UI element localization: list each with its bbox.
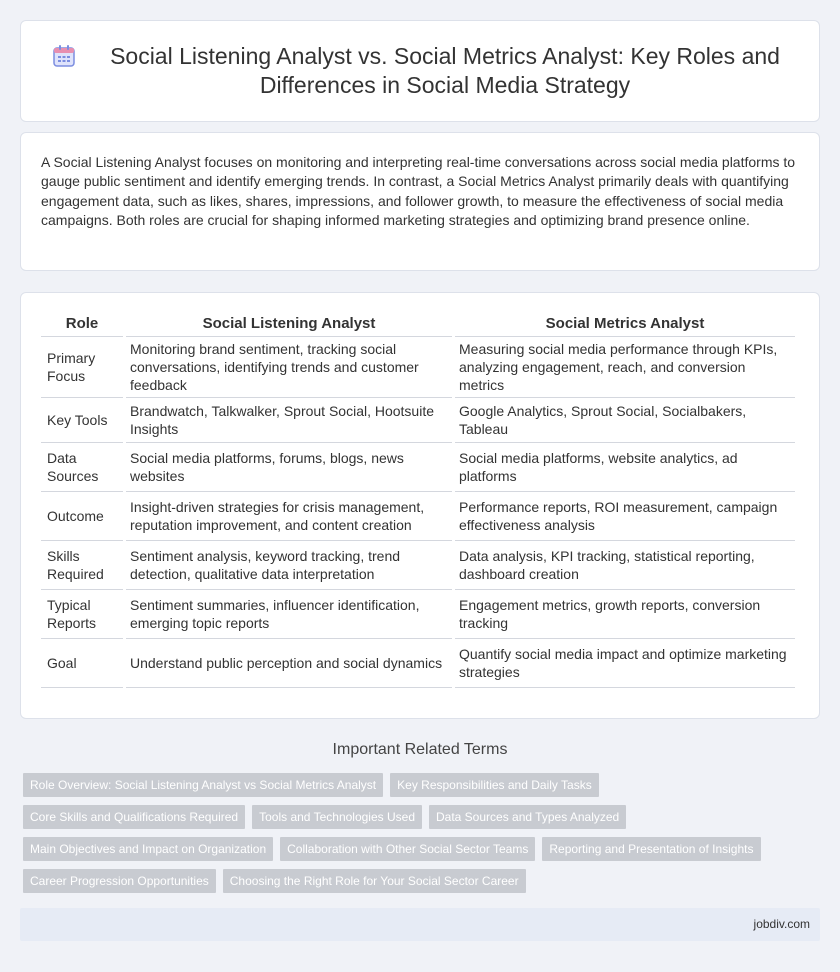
related-term-tag[interactable]: Choosing the Right Role for Your Social Sector Career [223,869,526,893]
table-row [41,443,795,492]
listening-cell: Brandwatch, Talkwalker, Sprout Social, Hootsuite Insights [126,398,452,443]
role-cell: Outcome [41,492,123,541]
footer [20,908,820,941]
listening-cell: Sentiment analysis, keyword tracking, trend detection, qualitative data interpretation [126,541,452,590]
related-terms-title: Important Related Terms [332,741,508,758]
role-cell: Skills Required [41,541,123,590]
metrics-cell: Measuring social media performance through KPIs, analyzing engagement, reach, and conversion metrics [455,337,795,398]
listening-cell: Social media platforms, forums, blogs, news websites [126,443,452,492]
metrics-cell: Engagement metrics, growth reports, conversion tracking [455,590,795,639]
listening-cell: Insight-driven strategies for crisis management, reputation improvement, and content creation [126,492,452,541]
metrics-cell: Social media platforms, website analytics, ad platforms [455,443,795,492]
table-row [41,590,795,639]
header-card [20,20,820,122]
related-terms-list [23,773,823,893]
intro-paragraph: A Social Listening Analyst focuses on monitoring and interpreting real-time conversations across social media platforms to gauge public sentiment and identify emerging trends. In contrast, a Social Metrics Analyst primarily deals with quantifying engagement data, such as likes, shares, impressions, and follower growth, to measure the effectiveness of social media campaigns. Both roles are crucial for shaping informed marketing strategies and optimizing brand presence online. [41,154,796,229]
related-term-tag[interactable]: Reporting and Presentation of Insights [542,837,760,861]
role-cell: Typical Reports [41,590,123,639]
calendar-icon [51,43,77,69]
role-cell: Primary Focus [41,337,123,398]
table-row [41,541,795,590]
related-term-tag[interactable]: Tools and Technologies Used [252,805,422,829]
comparison-table [38,311,798,688]
metrics-cell: Google Analytics, Sprout Social, Socialbakers, Tableau [455,398,795,443]
comparison-card [20,292,820,719]
table-row [41,492,795,541]
metrics-cell: Quantify social media impact and optimize marketing strategies [455,639,795,688]
table-header-row [41,311,795,337]
table-row [41,398,795,443]
related-term-tag[interactable]: Collaboration with Other Social Sector Teams [280,837,535,861]
listening-cell: Monitoring brand sentiment, tracking social conversations, identifying trends and customer feedback [126,337,452,398]
table-row [41,337,795,398]
metrics-cell: Data analysis, KPI tracking, statistical reporting, dashboard creation [455,541,795,590]
column-header-metrics: Social Metrics Analyst [455,311,795,337]
related-term-tag[interactable]: Career Progression Opportunities [23,869,216,893]
role-cell: Goal [41,639,123,688]
related-term-tag[interactable]: Key Responsibilities and Daily Tasks [390,773,599,797]
related-term-tag[interactable]: Main Objectives and Impact on Organization [23,837,273,861]
column-header-listening: Social Listening Analyst [126,311,452,337]
column-header-role: Role [41,311,123,337]
related-term-tag[interactable]: Core Skills and Qualifications Required [23,805,245,829]
table-row [41,639,795,688]
listening-cell: Understand public perception and social dynamics [126,639,452,688]
role-cell: Key Tools [41,398,123,443]
listening-cell: Sentiment summaries, influencer identification, emerging topic reports [126,590,452,639]
role-cell: Data Sources [41,443,123,492]
intro-card [20,132,820,271]
metrics-cell: Performance reports, ROI measurement, campaign effectiveness analysis [455,492,795,541]
related-term-tag[interactable]: Role Overview: Social Listening Analyst vs Social Metrics Analyst [23,773,383,797]
page-title: Social Listening Analyst vs. Social Metrics Analyst: Key Roles and Differences in Social Media Strategy [110,43,780,98]
related-term-tag[interactable]: Data Sources and Types Analyzed [429,805,626,829]
footer-site-link[interactable]: jobdiv.com [753,917,810,931]
